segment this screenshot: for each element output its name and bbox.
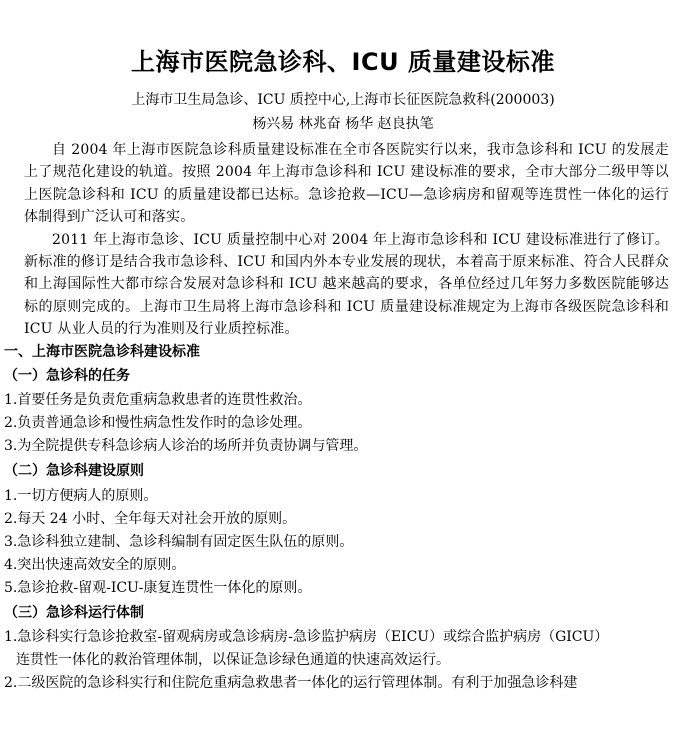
document-body	[4, 139, 669, 695]
list-item: 1.一切方便病人的原则。	[4, 487, 158, 504]
list-item: 3.为全院提供专科急诊病人诊治的场所并负责协调与管理。	[4, 438, 368, 455]
subsection-heading-operation: （三）急诊科运行体制	[4, 604, 144, 621]
list-item: 3.急诊科独立建制、急诊科编制有固定医生队伍的原则。	[4, 533, 354, 550]
section-heading: 一、上海市医院急诊科建设标准	[4, 343, 200, 360]
subsection-heading-principles: （二）急诊科建设原则	[4, 463, 144, 480]
revision-paragraph: 2011 年上海市急诊、ICU 质量控制中心对 2004 年上海市急诊科和 ICU 建设标准进行了修订。新标准的修订是结合我市急诊科、ICU 和国内外本专业发展的现状，本着高于原来标准、符合人民群众和上海国际性大都市综合发展对急诊科和 ICU 越来越高的要求，各单位经过几年努力多数医院能够达标的原则完成的。上海市卫生局将上海市急诊科和 ICU 质量建设标准规定为上海市各级医院急诊科和 ICU 从业人员的行为准则及行业质控标准。	[24, 231, 669, 338]
author-affiliation: 上海市卫生局急诊、ICU 质控中心,上海市长征医院急救科(200003)	[131, 92, 555, 108]
list-item: 2.负责普通急诊和慢性病急性发作时的急诊处理。	[4, 415, 312, 432]
list-item: 2.每天 24 小时、全年每天对社会开放的原则。	[4, 510, 297, 527]
list-item: 4.突出快速高效安全的原则。	[4, 556, 186, 573]
list-item: 1.急诊科实行急诊抢救室-留观病房或急诊病房-急诊监护病房（EICU）或综合监护病房（GICU）	[4, 629, 609, 646]
list-item: 5.急诊抢救-留观-ICU-康复连贯性一体化的原则。	[4, 579, 312, 596]
author-names: 杨兴易 林兆奋 杨华 赵良执笔	[252, 116, 434, 132]
list-item: 1.首要任务是负责危重病急救患者的连贯性救治。	[4, 392, 312, 409]
list-item-continuation: 连贯性一体化的救治管理体制，以保证急诊绿色通道的快速高效运行。	[16, 652, 450, 669]
intro-paragraph: 自 2004 年上海市医院急诊科质量建设标准在全市各医院实行以来，我市急诊科和 ICU 的发展走上了规范化建设的轨道。按照 2004 年上海市急诊科和 ICU 建设标准的要求，全市大部分二级甲等以上医院急诊科和 ICU 的质量建设都已达标。急诊抢救—ICU—急诊病房和留观等连贯性一体化的运行体制得到广泛认可和落实。	[24, 142, 669, 226]
subsection-heading-tasks: （一）急诊科的任务	[4, 368, 130, 385]
document-title: 上海市医院急诊科、ICU 质量建设标准	[131, 48, 555, 76]
list-item: 2.二级医院的急诊科实行和住院危重病急救患者一体化的运行管理体制。有利于加强急诊科建	[4, 675, 578, 692]
